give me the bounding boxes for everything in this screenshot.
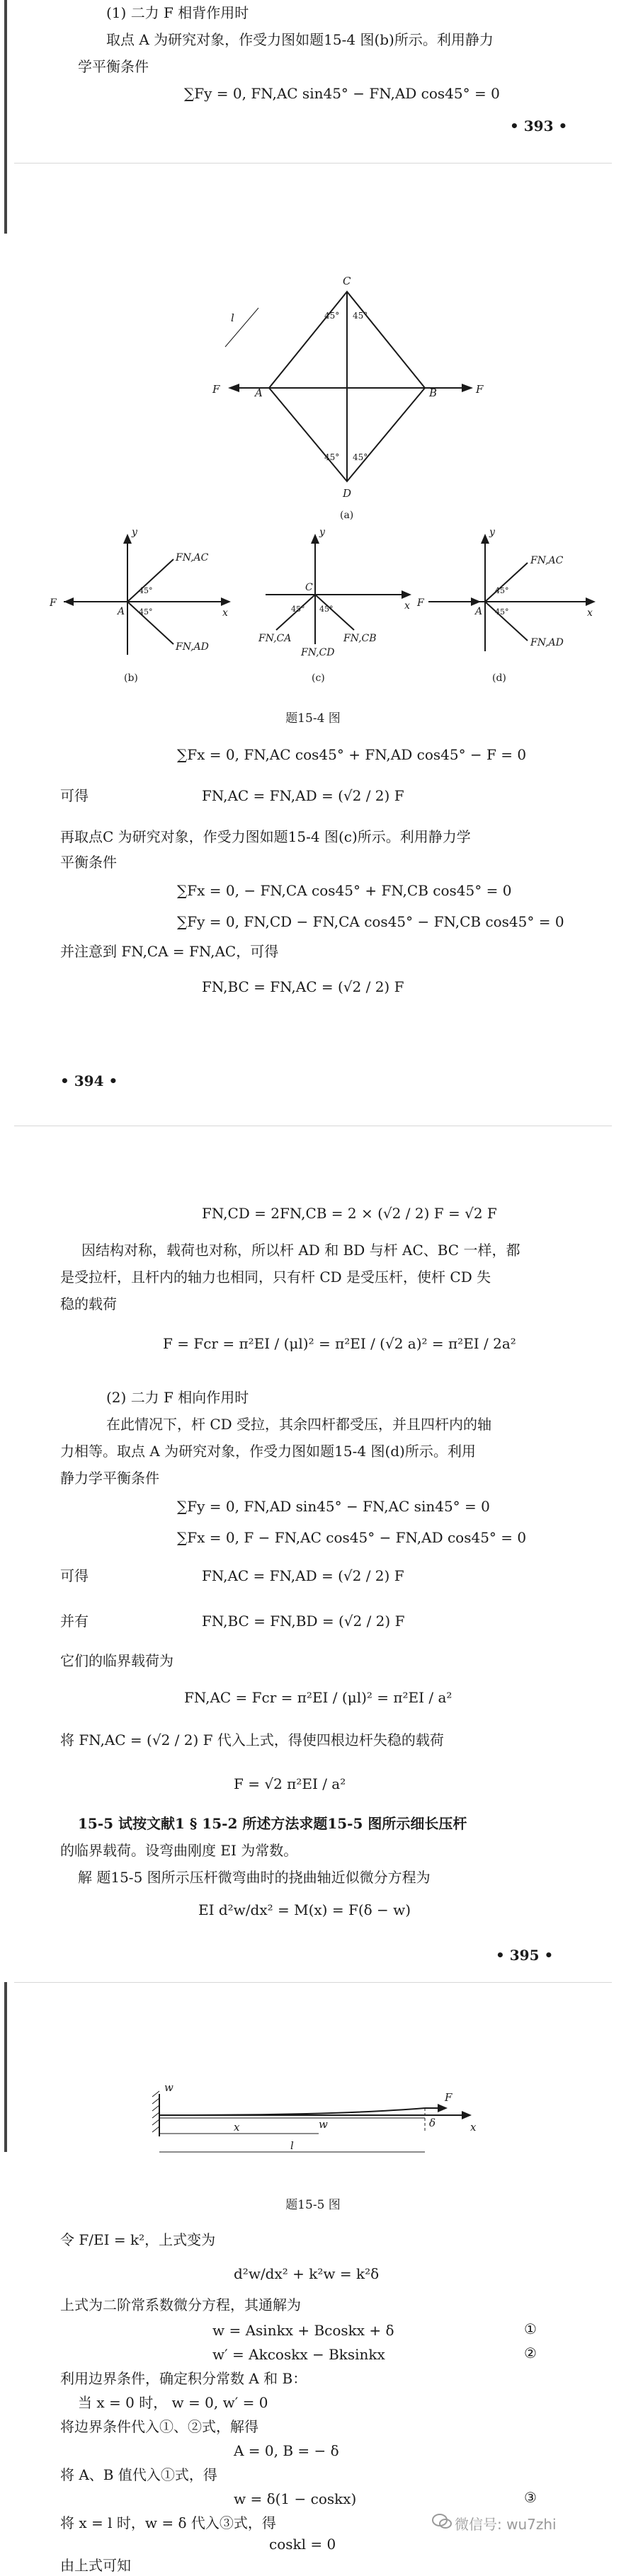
- text-line: 可得: [60, 1567, 89, 1584]
- text-line: 将 x = l 时，w = δ 代入③式，得: [60, 2514, 276, 2531]
- text-line: 在此情况下，杆 CD 受拉，其余四杆都受压，并且四杆内的轴: [106, 1416, 492, 1433]
- force-label: FN,CB: [343, 633, 377, 644]
- angle-label: 45°: [495, 586, 509, 595]
- equation: d²w/dx² + k²w = k²δ: [234, 2265, 380, 2282]
- text-line: 令 F/EI = k²，上式变为: [60, 2231, 216, 2248]
- angle-label: 45°: [139, 607, 153, 617]
- text-line: 的临界载荷。设弯曲刚度 EI 为常数。: [60, 1842, 298, 1859]
- axis-label-w: w: [164, 2081, 173, 2094]
- length-label: l: [231, 311, 234, 324]
- text-line: 由上式可知: [60, 2557, 131, 2574]
- text-line: 再取点C 为研究对象，作受力图如题15-4 图(c)所示。利用静力学: [60, 828, 471, 845]
- figure-15-5-diagram: [0, 2081, 626, 2187]
- subfigure-label-a: (a): [340, 510, 354, 521]
- force-label: FN,AD: [530, 637, 564, 648]
- axis-label-y: y: [132, 527, 137, 538]
- axis-label-y: y: [319, 527, 325, 538]
- text-line: 学平衡条件: [78, 58, 149, 75]
- text-line: 平衡条件: [60, 854, 117, 871]
- equation: w = δ(1 − coskx): [234, 2490, 357, 2507]
- equation: FN,BC = FN,AC = (√2 / 2) F: [202, 978, 404, 995]
- axis-label-x: x: [404, 600, 410, 612]
- equation: coskl = 0: [269, 2536, 336, 2553]
- text-line: 将边界条件代入①、②式，解得: [60, 2418, 258, 2435]
- position-label: x: [234, 2121, 240, 2134]
- page-number: • 393 •: [510, 118, 568, 134]
- equation: EI d²w/dx² = M(x) = F(δ − w): [198, 1901, 411, 1918]
- text-line: 取点 A 为研究对象，作受力图如题15-4 图(b)所示。利用静力: [106, 31, 494, 48]
- angle-label: 45°: [139, 586, 153, 595]
- equation: FN,CD = 2FN,CB = 2 × (√2 / 2) F = √2 F: [202, 1205, 497, 1222]
- page-separator: [14, 163, 612, 164]
- equation: ∑Fy = 0, FN,AC sin45° − FN,AD cos45° = 0: [184, 85, 500, 102]
- angle-label: 45°: [324, 311, 340, 321]
- text-line: 并有: [60, 1613, 89, 1630]
- node-label-b: B: [429, 387, 438, 399]
- node-label-a: A: [255, 387, 263, 399]
- text-line: 是受拉杆，且杆内的轴力也相同，只有杆 CD 是受压杆，使杆 CD 失: [60, 1269, 491, 1286]
- axis-label-y: y: [489, 527, 495, 538]
- figure-15-4d-diagram: [414, 524, 605, 665]
- text-line: 力相等。取点 A 为研究对象，作受力图如题15-4 图(d)所示。利用: [60, 1443, 476, 1460]
- node-label-c: C: [343, 275, 351, 287]
- problem-heading: 15-5 试按文献1 § 15-2 所述方法求题15-5 图所示细长压杆: [78, 1815, 467, 1832]
- equation: FN,AC = FN,AD = (√2 / 2) F: [202, 787, 404, 804]
- figure-caption: 题15-4 图: [285, 711, 341, 726]
- equation: ∑Fy = 0, FN,AD sin45° − FN,AC sin45° = 0: [177, 1498, 490, 1515]
- subfigure-label-c: (c): [312, 672, 325, 684]
- force-label-f-right: F: [476, 383, 484, 396]
- force-label: FN,AD: [176, 641, 209, 653]
- equation: FN,BC = FN,BD = (√2 / 2) F: [202, 1613, 405, 1630]
- equation-number: ①: [524, 2320, 537, 2337]
- force-label: F: [445, 2091, 453, 2104]
- text-line: 并注意到 FN,CA = FN,AC，可得: [60, 943, 279, 960]
- node-label-d: D: [343, 487, 352, 500]
- text-line: 当 x = 0 时， w = 0, w′ = 0: [78, 2394, 268, 2411]
- text-line: 解 题15-5 图所示压杆微弯曲时的挠曲轴近似微分方程为: [78, 1869, 431, 1886]
- equation: ∑Fx = 0, − FN,CA cos45° + FN,CB cos45° = 0: [177, 882, 512, 899]
- angle-label: 45°: [495, 607, 509, 617]
- figure-15-4b-diagram: [50, 524, 234, 665]
- equation-number: ③: [524, 2489, 537, 2506]
- text-line: 利用边界条件，确定积分常数 A 和 B：: [60, 2370, 307, 2387]
- equation: w = Asinkx + Bcoskx + δ: [212, 2322, 394, 2339]
- node-label: C: [305, 582, 313, 593]
- figure-15-4a-diagram: [0, 262, 626, 517]
- text-line: 稳的载荷: [60, 1295, 117, 1312]
- equation: ∑Fx = 0, FN,AC cos45° + FN,AD cos45° − F = 0: [177, 746, 527, 763]
- force-label: FN,AC: [530, 555, 564, 566]
- force-label: FN,CD: [301, 647, 335, 658]
- equation: A = 0, B = − δ: [234, 2442, 339, 2459]
- equation: ∑Fy = 0, FN,CD − FN,CA cos45° − FN,CB cos45° = 0: [177, 913, 564, 930]
- scan-left-edge: [4, 0, 7, 234]
- equation: F = √2 π²EI / a²: [234, 1775, 346, 1792]
- force-label: FN,AC: [176, 552, 209, 563]
- text-line: 将 A、B 值代入①式，得: [60, 2466, 217, 2483]
- page-number: • 395 •: [496, 1947, 554, 1964]
- text-line: 它们的临界载荷为: [60, 1652, 173, 1669]
- watermark-text: 微信号: wu7zhi: [455, 2516, 557, 2533]
- equation: w′ = Akcoskx − Bksinkx: [212, 2346, 385, 2363]
- force-label-f-left: F: [212, 383, 220, 396]
- subfigure-label-d: (d): [492, 672, 506, 684]
- text-line: 将 FN,AC = (√2 / 2) F 代入上式，得使四根边杆失稳的载荷: [60, 1731, 444, 1748]
- length-label: l: [290, 2139, 294, 2152]
- axis-label-x: x: [587, 607, 593, 619]
- deflection-label: w: [319, 2118, 328, 2131]
- delta-label: δ: [429, 2117, 436, 2129]
- force-label: F: [417, 597, 424, 609]
- axis-label-x: x: [470, 2121, 477, 2134]
- text-line: (2) 二力 F 相向作用时: [106, 1389, 249, 1406]
- subfigure-label-b: (b): [124, 672, 138, 684]
- text-line: (1) 二力 F 相背作用时: [106, 4, 249, 21]
- equation: FN,AC = FN,AD = (√2 / 2) F: [202, 1567, 404, 1584]
- figure-caption: 题15-5 图: [285, 2198, 341, 2212]
- angle-label: 45°: [324, 452, 340, 462]
- node-label: A: [475, 606, 483, 617]
- angle-label: 45°: [353, 452, 368, 462]
- equation: F = Fcr = π²EI / (μl)² = π²EI / (√2 a)² = π²EI / 2a²: [163, 1335, 516, 1352]
- page-separator: [14, 1982, 612, 1983]
- angle-label: 45°: [353, 311, 368, 321]
- force-label: FN,CA: [258, 633, 292, 644]
- node-label: A: [118, 606, 125, 617]
- wechat-icon: [432, 2513, 452, 2530]
- equation: ∑Fx = 0, F − FN,AC cos45° − FN,AD cos45° = 0: [177, 1529, 527, 1546]
- text-line: 可得: [60, 787, 89, 804]
- axis-label-x: x: [222, 607, 228, 619]
- force-label: F: [50, 597, 57, 609]
- text-line: 上式为二阶常系数微分方程，其通解为: [60, 2296, 301, 2313]
- equation: FN,AC = Fcr = π²EI / (μl)² = π²EI / a²: [184, 1689, 453, 1706]
- angle-label: 45°: [319, 605, 334, 614]
- figure-15-4c-diagram: [237, 524, 421, 665]
- text-line: 静力学平衡条件: [60, 1470, 159, 1487]
- text-line: 因结构对称，载荷也对称，所以杆 AD 和 BD 与杆 AC、BC 一样，都: [81, 1242, 520, 1259]
- page-number: • 394 •: [60, 1072, 118, 1089]
- equation-number: ②: [524, 2345, 537, 2362]
- angle-label: 45°: [291, 605, 305, 614]
